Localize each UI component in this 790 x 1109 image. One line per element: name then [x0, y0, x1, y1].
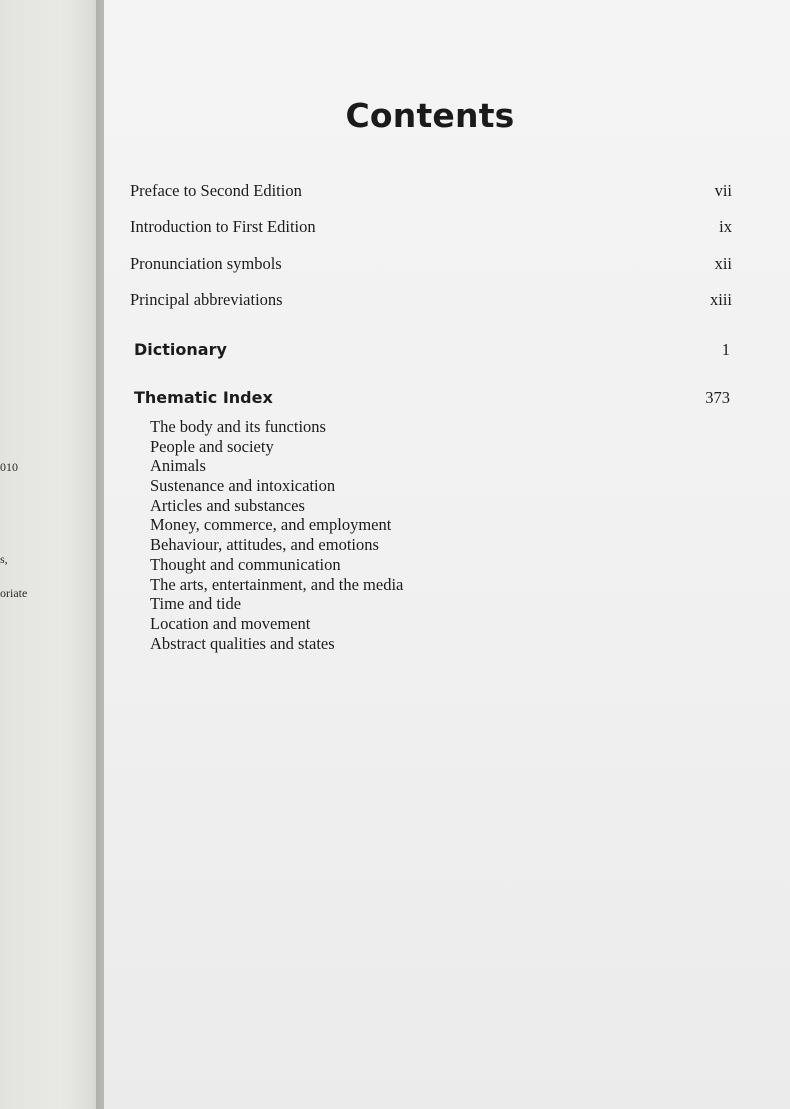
- left-page: [0, 0, 104, 1109]
- toc-section-page: 1: [721, 340, 730, 359]
- thematic-index-item: Thought and communication: [150, 554, 341, 574]
- toc-entry: [130, 181, 732, 201]
- thematic-index-item: The body and its functions: [150, 417, 326, 436]
- toc-entry-label: Preface to Second Edition: [130, 181, 302, 200]
- toc-section-label: Thematic Index: [134, 388, 273, 407]
- left-page-fragment: 010: [0, 460, 18, 474]
- toc-entry-page: ix: [719, 217, 732, 236]
- toc-entry: [130, 217, 732, 237]
- thematic-index-item: Behaviour, attitudes, and emotions: [150, 535, 379, 555]
- thematic-index-item: Animals: [150, 456, 206, 476]
- thematic-index-item: Money, commerce, and employment: [150, 515, 392, 535]
- thematic-index-item: Sustenance and intoxication: [150, 476, 336, 496]
- toc-entry: [130, 290, 732, 310]
- toc-entry-page: xii: [714, 254, 732, 273]
- toc-section-thematic-index: [134, 388, 730, 408]
- page-title: Contents: [345, 96, 515, 135]
- toc-entry-page: xiii: [709, 290, 732, 309]
- thematic-index-item: Time and tide: [150, 594, 242, 614]
- thematic-index-item: The arts, entertainment, and the media: [150, 574, 404, 594]
- toc-entry-label: Principal abbreviations: [130, 290, 283, 309]
- left-page-fragment: oriate: [0, 586, 28, 600]
- thematic-index-item: Location and movement: [150, 613, 311, 633]
- toc-entry-label: Introduction to First Edition: [130, 217, 316, 236]
- toc-entry-page: vii: [714, 181, 732, 200]
- thematic-index-item: People and society: [150, 436, 274, 456]
- thematic-index-list: [150, 417, 403, 653]
- thematic-index-item: Articles and substances: [150, 495, 305, 515]
- toc-section-label: Dictionary: [134, 340, 227, 359]
- contents-page: [104, 0, 790, 1109]
- thematic-index-item: Abstract qualities and states: [150, 633, 335, 653]
- toc-section-dictionary: [134, 340, 730, 360]
- left-page-fragment: s,: [0, 552, 8, 566]
- toc-entry: [130, 254, 732, 274]
- toc-entry-label: Pronunciation symbols: [130, 254, 282, 273]
- toc-section-page: 373: [705, 388, 730, 407]
